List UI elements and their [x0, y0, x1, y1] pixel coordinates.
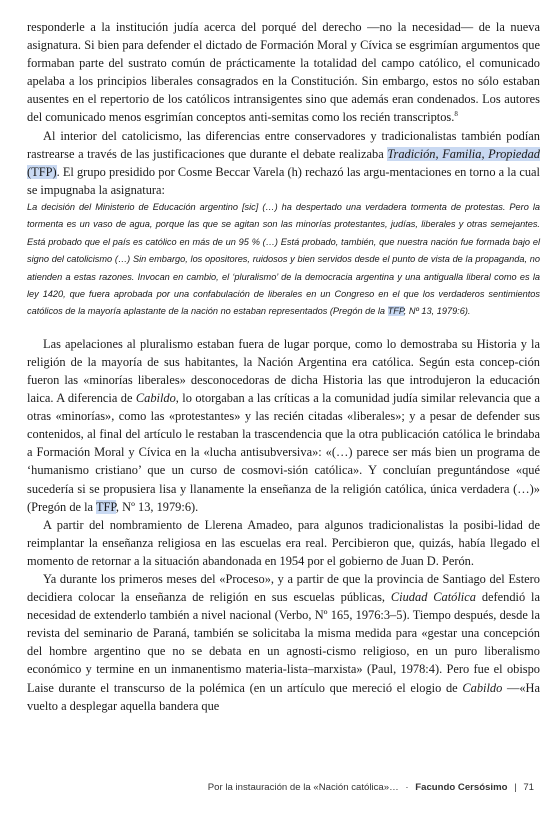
footer-dot: · [405, 782, 409, 793]
page-footer [208, 782, 534, 793]
paragraph-2: Al interior del catolicismo, las diferencias entre conservadores y tradicionalistas también podían rastrearse a través de las justificaciones que durante el debate realizaba Tradición, Familia, Propiedad (TFP). El grupo presidido por Cosme Beccar Varela (h) rechazó las argu-mentaciones en torno a la cual se impugnaba la asignatura: [27, 128, 541, 197]
highlight-tfp-citation[interactable]: TFP [95, 499, 116, 514]
block-quote: La decisión del Ministerio de Educación argentino [sic] (…) ha despertado una verdadera tormenta de protestas. Pero la tormenta es un vaso de agua, porque las que se agitan son las minorías protestantes, judías, liberales y otras semejantes. Está probado que el país es católico en más de un 95 % (…) Está probado, también, que nuestra nación fue formada bajo el signo del catolicismo (…) Sin embargo, los opositores, ruidosos y bien servidos desde el punto de vista de la propaganda, no atienden a estas razones. Invocan en cambio, el ‘pluralismo’ de la democracia argentina y una antigualla liberal como es la ley 1420, que fuera aprobada por una confabulación de liberales en un Congreso en el que los verdaderos sentimientos católicos de la mayoría aplastante de la nación no estaban representados (Pregón de la TFP, Nº 13, 1979:6). [27, 201, 540, 317]
paragraph-5: Ya durante los primeros meses del «Proceso», y a partir de que la provincia de Santiago del Estero decidiera colocar la enseñanza de religión en sus escuelas públicas, Ciudad Católica defendió la necesidad de extenderlo también a nivel nacional (Verbo, Nº 165, 1976:3–5). Tiempo después, desde la revista del seminario de Paraná, también se solicitaba la misma medida para «gestar una concepción del hombre argentino que no se debata en un agnosti-cismo religioso, en un puro liberalismo económico y termine en un inmanentismo materia-lista–marxista» (Paul, 1978:4). Pero fue el obispo Laise durante el transcurso de la polémica (en un artículo que mereció el elogio de Cabildo —«Ha vuelto a desplegar aquella bandera que [27, 572, 540, 713]
footer-divider: | [514, 782, 517, 793]
spacer [27, 321, 540, 335]
paragraph-3: Las apelaciones al pluralismo estaban fuera de lugar porque, como lo demostraba su Historia y la religión de la mayoría de sus habitantes, la Nación Argentina era católica. Según esta concep-ción fueron las «minorías liberales» desconocedoras de dicha Historia las que introdujeron la educación laica. A diferencia de Cabildo, lo otorgaban a las críticas a la comunidad judía similar relevancia que a otras «minorías», como las «protestantes» y las recién citadas «liberales»; y a pesar de defender sus contenidos, al final del artículo le restaban la trascendencia que la otra publicación católica le brindaba a Formación Moral y Cívica en la «lucha antisubversiva»: «(…) parece ser más bien un programa de ‘humanismo cristiano’ que un curso de cosmovi-sión católica». Y concluían preguntándose «qué sucedería si se propusiera lisa y llanamente la enseñanza de la religión católica, única verdadera (…)» (Pregón de la TFP, Nº 13, 1979:6). [27, 336, 540, 514]
highlight-tfp-acronym[interactable]: (TFP) [27, 164, 57, 179]
paragraph-4: A partir del nombramiento de Llerena Amadeo, para algunos tradicionalistas la posibi-lidad de reimplantar la enseñanza religiosa en las escuelas era real. Percibieron que, quizás, había llegado el momento de retornar a la situación abandonada en 1954 por el gobierno de Juan D. Perón. [27, 517, 540, 568]
page-number: 71 [523, 782, 534, 793]
footnote-marker[interactable]: 8 [454, 110, 458, 119]
highlight-tfp-name[interactable]: Tradición, Familia, Propiedad [387, 146, 541, 161]
body-text [27, 18, 540, 715]
highlight-tfp-quote[interactable]: TFP [387, 306, 404, 317]
author-name: Facundo Cersósimo [415, 782, 508, 793]
paragraph-1: responderle a la institución judía acerca del porqué del derecho —no la necesidad— de la nueva asignatura. Si bien para defender el dictado de Formación Moral y Cívica se esgrimían argumentos que formaban parte del sustrato común de prácticamente la totalidad del campo católico, el comunicado apelaba a los principios liberales consagrados en la Constitución. Sin embargo, estos no sólo estaban ausentes en el repertorio de los católicos intransigentes sino que además eran condenados. Los autores del comunicado menos esgrimían conceptos anti-semitas como los recién transcriptos.$^8$ [27, 20, 540, 125]
running-title: Por la instauración de la «Nación católica»… [207, 782, 399, 793]
